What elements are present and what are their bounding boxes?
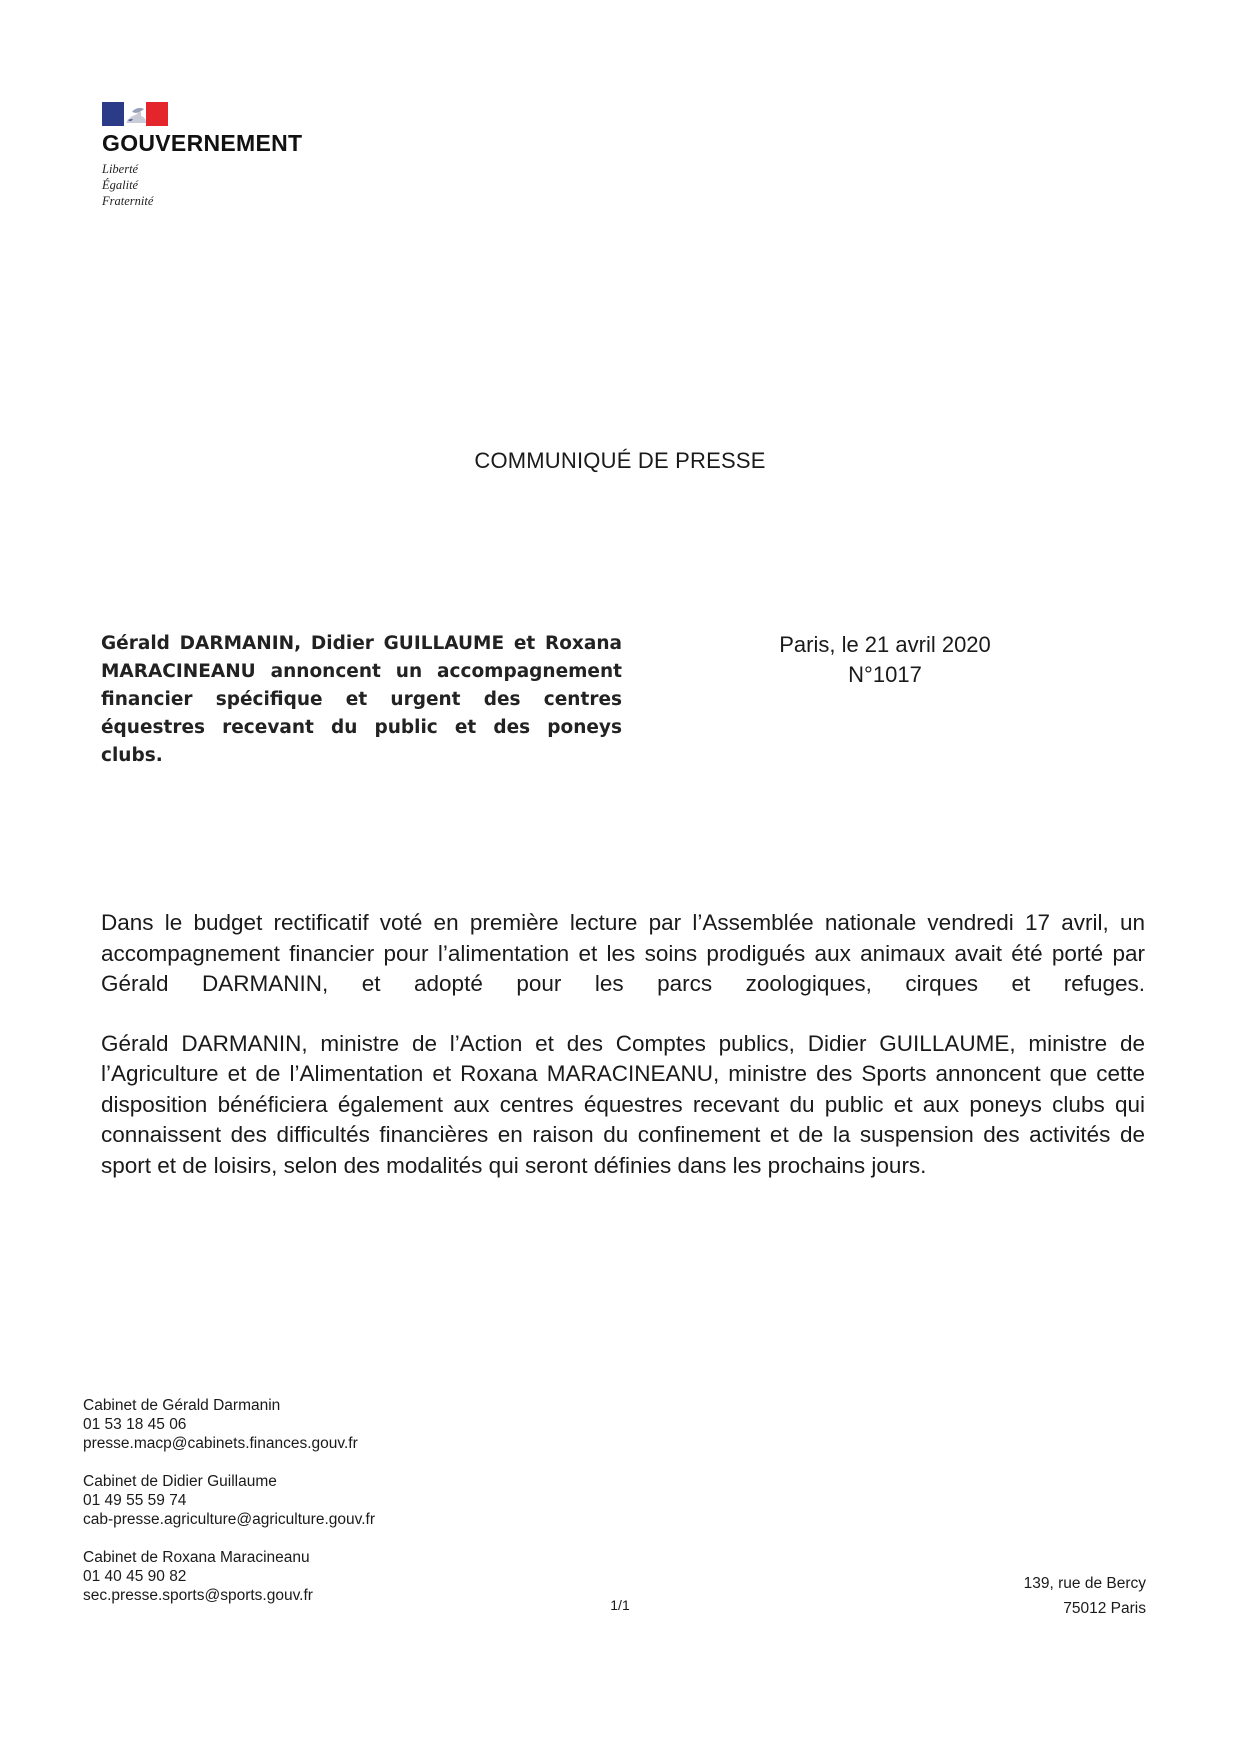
address-city: 75012 Paris [1063, 1600, 1146, 1617]
page-number: 1/1 [610, 1597, 630, 1613]
release-number: N°1017 [848, 662, 922, 687]
contact-phone: 01 49 55 59 74 [83, 1492, 187, 1509]
press-release-subject: Gérald DARMANIN, Didier GUILLAUME et Roxana MARACINEANU annoncent un accompagnement financier spécifique et urgent des centres équestres recevant du public et des poneys clubs. [101, 633, 622, 766]
body-paragraph: Dans le budget rectificatif voté en première lecture par l’Assemblée nationale vendredi 17 avril, un accompagnement financier pour l’alimentation et les soins prodigués aux animaux avait été porté par Gérald DARMANIN, et adopté pour les parcs zoologiques, cirques et refuges. [101, 910, 1145, 996]
contact-block [83, 1472, 583, 1529]
contact-email-link[interactable]: cab-presse.agriculture@agriculture.gouv.fr [83, 1511, 375, 1528]
dateline [740, 630, 1030, 690]
press-contacts [83, 1396, 583, 1624]
postal-address [1024, 1571, 1146, 1621]
contact-email-link[interactable]: presse.macp@cabinets.finances.gouv.fr [83, 1435, 358, 1452]
motto-line: Égalité [102, 178, 139, 192]
document-title: COMMUNIQUÉ DE PRESSE [474, 448, 766, 473]
contact-email-link[interactable]: sec.presse.sports@sports.gouv.fr [83, 1587, 313, 1604]
contact-block [83, 1396, 583, 1453]
address-street: 139, rue de Bercy [1023, 1575, 1146, 1592]
contact-phone: 01 53 18 45 06 [83, 1416, 187, 1433]
contact-phone: 01 40 45 90 82 [83, 1568, 187, 1585]
government-logo [102, 102, 342, 209]
marianne-flag-icon [102, 102, 168, 126]
contact-block [83, 1548, 583, 1605]
motto-line: Liberté [102, 162, 139, 176]
logo-motto [102, 161, 342, 209]
press-release-body [101, 908, 1145, 1210]
contact-name: Cabinet de Roxana Maracineanu [83, 1549, 310, 1566]
contact-name: Cabinet de Gérald Darmanin [83, 1397, 281, 1414]
contact-name: Cabinet de Didier Guillaume [83, 1473, 277, 1490]
place-date: Paris, le 21 avril 2020 [779, 632, 991, 657]
body-paragraph: Gérald DARMANIN, ministre de l’Action et des Comptes publics, Didier GUILLAUME, ministre de l’Agriculture et de l’Alimentation et Roxana MARACINEANU, ministre des Sports annoncent que cette disposition bénéficiera également aux centres équestres recevant du public et aux poneys clubs qui connaissent des difficultés financières en raison du confinement et de la suspension des activités de sport et de loisirs, selon des modalités qui seront définies dans les prochains jours. [101, 1030, 1145, 1178]
logo-wordmark: GOUVERNEMENT [102, 130, 303, 156]
motto-line: Fraternité [102, 194, 154, 208]
